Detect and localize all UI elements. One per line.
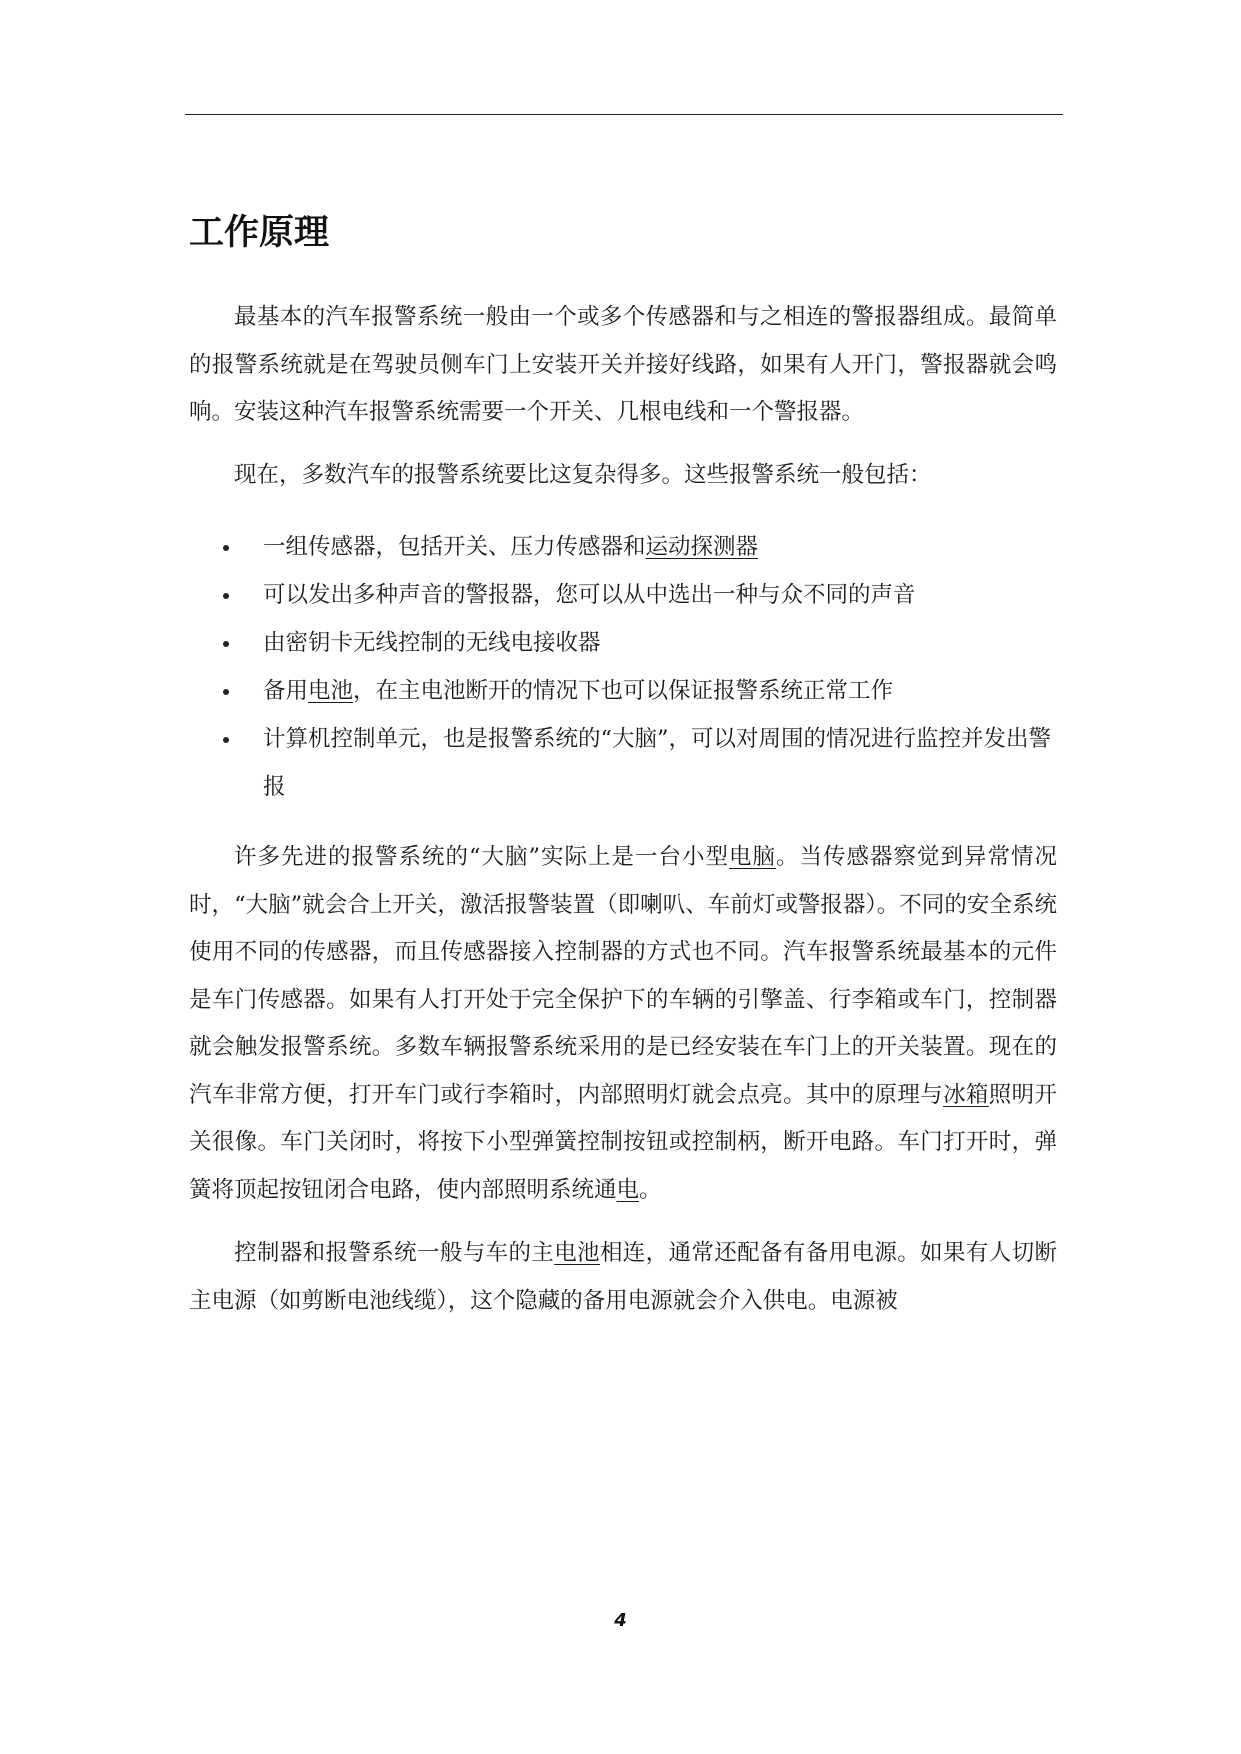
bullet-icon xyxy=(223,593,229,599)
link-electricity[interactable]: 电 xyxy=(616,1176,640,1203)
paragraph-text: 许多先进的报警系统的“大脑”实际上是一台小型 xyxy=(234,844,729,870)
list-item-text: 由密钥卡无线控制的无线电接收器 xyxy=(263,630,601,656)
list-item xyxy=(189,571,1057,619)
body-content xyxy=(189,294,1057,1325)
paragraph-text: 。 xyxy=(639,1176,662,1203)
header-rule xyxy=(185,114,1063,115)
section-title: 工作原理 xyxy=(189,213,330,253)
paragraph-text: 照明开关很像。车门关闭时，将按下小型弹簧控制按钮或控制柄，断开电路。车门打开时，弹簧将顶起按钮闭合电路，使内部照明系统通 xyxy=(189,1081,1057,1203)
link-refrigerator[interactable]: 冰箱 xyxy=(943,1081,989,1108)
list-item-text: 计算机控制单元，也是报警系统的“大脑”，可以对周围的情况进行监控并发出警报 xyxy=(263,726,1052,800)
page-number: 4 xyxy=(614,1610,627,1631)
paragraph-text: 。当传感器察觉到异常情况时，“大脑”就会合上开关，激活报警装置（即喇叭、车前灯或警报器）。不同的安全系统使用不同的传感器，而且传感器接入控制器的方式也不同。汽车报警系统最基本的元件是车门传感器。如果有人打开处于完全保护下的车辆的引擎盖、行李箱或车门，控制器就会触发报警系统。多数车辆报警系统采用的是已经安装在车门上的开关装置。现在的汽车非常方便，打开车门或行李箱时，内部照明灯就会点亮。其中的原理与 xyxy=(189,844,1057,1108)
bullet-icon xyxy=(223,737,229,743)
feature-list xyxy=(189,523,1057,811)
paragraph-text: 控制器和报警系统一般与车的主 xyxy=(234,1240,555,1266)
link-computer[interactable]: 电脑 xyxy=(728,844,776,870)
paragraph-power xyxy=(189,1230,1057,1325)
list-item xyxy=(189,715,1057,811)
bullet-icon xyxy=(223,545,229,551)
bullet-icon xyxy=(223,689,229,695)
link-battery[interactable]: 电池 xyxy=(308,678,354,704)
paragraph-list-intro: 现在，多数汽车的报警系统要比这复杂得多。这些报警系统一般包括： xyxy=(234,461,932,488)
list-item xyxy=(189,667,1057,715)
list-item xyxy=(189,619,1057,667)
paragraph-text: 相连，通常还配备有备用电源。如果有人切断主电源（如剪断电池线缆），这个隐藏的备用电源就会介入供电。电源被 xyxy=(189,1240,1057,1314)
paragraph-intro: 最基本的汽车报警系统一般由一个或多个传感器和与之相连的警报器组成。最简单的报警系统就是在驾驶员侧车门上安装开关并接好线路，如果有人开门，警报器就会鸣响。安装这种汽车报警系统需要一个开关、几根电线和一个警报器。 xyxy=(189,304,1057,425)
list-item-text: 备用 xyxy=(263,678,309,704)
bullet-icon xyxy=(223,641,229,647)
list-item-text: ，在主电池断开的情况下也可以保证报警系统正常工作 xyxy=(353,678,894,704)
paragraph-controller xyxy=(189,834,1057,1214)
link-motion-detector[interactable]: 运动探测器 xyxy=(645,534,759,560)
list-item-text: 一组传感器，包括开关、压力传感器和 xyxy=(263,534,646,560)
list-item xyxy=(189,523,1057,571)
list-item-text: 可以发出多种声音的警报器，您可以从中选出一种与众不同的声音 xyxy=(263,582,916,608)
link-battery-main[interactable]: 电池 xyxy=(554,1240,600,1266)
